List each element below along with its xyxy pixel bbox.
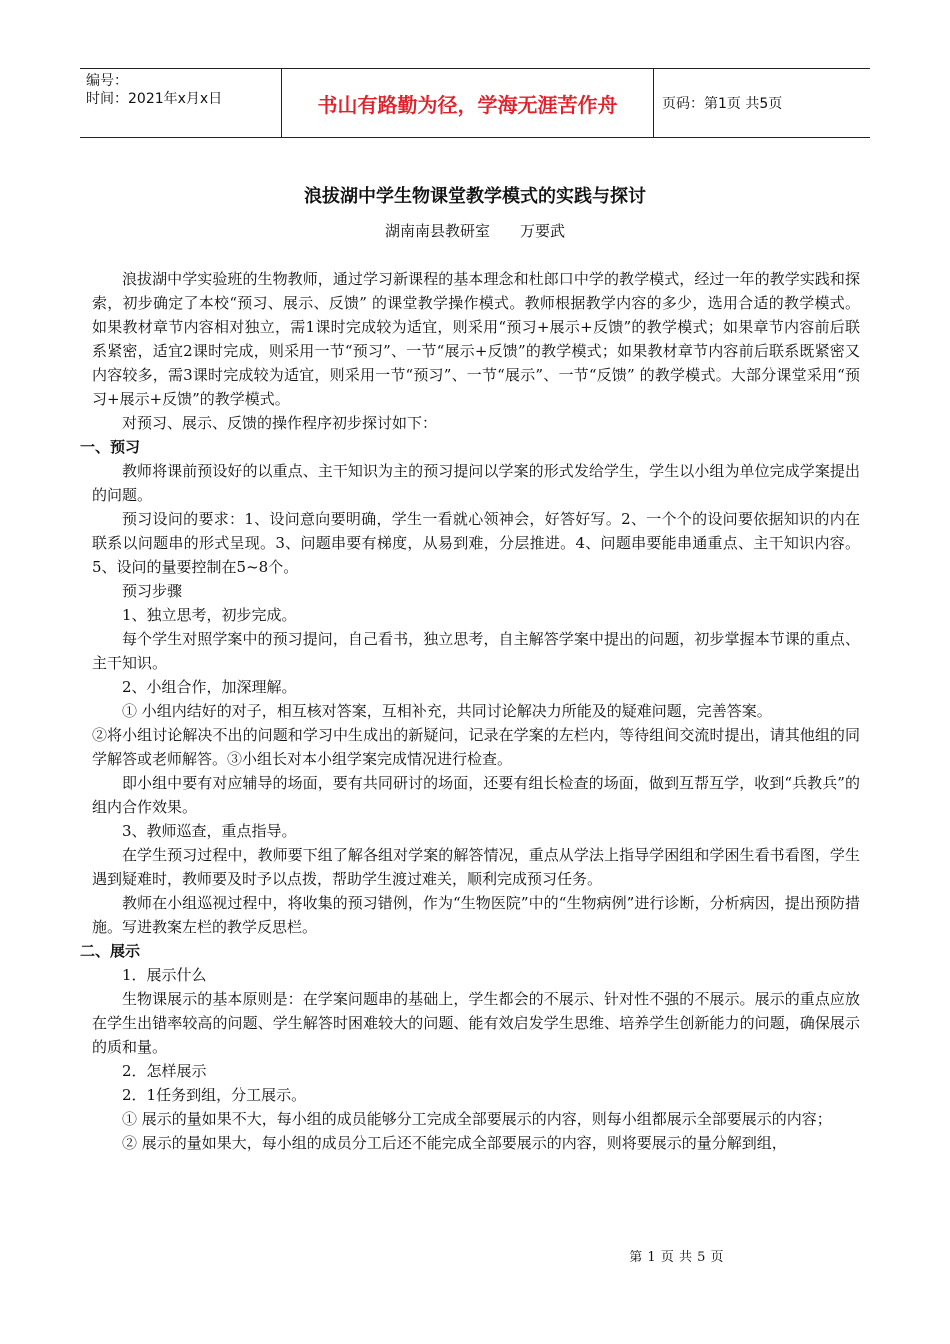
header-table <box>80 68 870 138</box>
doc-body <box>80 267 860 1155</box>
paragraph: 2、小组合作，加深理解。 <box>122 678 297 696</box>
paragraph: 教师在小组巡视过程中，将收集的预习错例，作为“生物医院”中的“生物病例”进行诊断，分析病因，提出预防措施。写进教案左栏的教学反思栏。 <box>92 894 860 936</box>
header-number: 编号： <box>86 73 128 89</box>
paragraph: 浪拔湖中学实验班的生物教师，通过学习新课程的基本理念和杜郎口中学的教学模式，经过一年的教学实践和探索，初步确定了本校“预习、展示、反馈” 的课堂教学操作模式。教师根据教学内容的多少，选用合适的教学模式。如果教材章节内容相对独立，需1课时完成较为适宜，则采用“预习+展示+反馈”的教学模式；如果章节内容前后联系紧密，适宜2课时完成，则采用一节“预习”、一节“展示+反馈”的教学模式；如果教材章节内容前后联系既紧密又内容较多，需3课时完成较为适宜，则采用一节“预习”、一节“展示”、一节“反馈” 的教学模式。大部分课堂采用“预习+展示+反馈”的教学模式。 <box>92 270 860 408</box>
header-motto: 书山有路勤为径，学海无涯苦作舟 <box>282 69 654 137</box>
paragraph: 1．展示什么 <box>122 966 207 984</box>
paragraph: ②将小组讨论解决不出的问题和学习中生成出的新疑问，记录在学案的左栏内，等待组间交流时提出，请其他组的同学解答或老师解答。③小组长对本小组学案完成情况进行检查。 <box>92 726 860 768</box>
paragraph: 3、教师巡查，重点指导。 <box>122 822 297 840</box>
paragraph: 即小组中要有对应辅导的场面，要有共同研讨的场面，还要有组长检查的场面，做到互帮互学，收到“兵教兵”的组内合作效果。 <box>92 774 860 816</box>
paragraph: 每个学生对照学案中的预习提问，自己看书，独立思考，自主解答学案中提出的问题，初步掌握本节课的重点、主干知识。 <box>92 630 860 672</box>
paragraph: ② 展示的量如果大，每小组的成员分工后还不能完成全部要展示的内容，则将要展示的量分解到组， <box>122 1134 787 1152</box>
section-heading: 一、预习 <box>80 438 141 456</box>
header-date: 时间：2021年x月x日 <box>86 91 223 107</box>
paragraph: ① 小组内结好的对子，相互核对答案，互相补充，共同讨论解决力所能及的疑难问题，完善答案。 <box>122 702 772 720</box>
paragraph: 在学生预习过程中，教师要下组了解各组对学案的解答情况，重点从学法上指导学困组和学困生看书看图，学生遇到疑难时，教师要及时予以点拨，帮助学生渡过难关，顺利完成预习任务。 <box>92 846 860 888</box>
paragraph: 生物课展示的基本原则是：在学案问题串的基础上，学生都会的不展示、针对性不强的不展示。展示的重点应放在学生出错率较高的问题、学生解答时困难较大的问题、能有效启发学生思维、培养学生创新能力的问题，确保展示的质和量。 <box>92 990 860 1056</box>
page-footer: 第 1 页 共 5 页 <box>629 1250 724 1265</box>
header-page-info: 页码：第1页 共5页 <box>662 96 783 112</box>
paragraph: 教师将课前预设好的以重点、主干知识为主的预习提问以学案的形式发给学生，学生以小组为单位完成学案提出的问题。 <box>92 462 860 504</box>
doc-org: 湖南南县教研室 <box>384 222 490 240</box>
doc-byline <box>0 220 950 241</box>
paragraph: 2．怎样展示 <box>122 1062 207 1080</box>
paragraph: ① 展示的量如果不大，每小组的成员能够分工完成全部要展示的内容，则每小组都展示全部要展示的内容； <box>122 1110 832 1128</box>
doc-title: 浪拔湖中学生物课堂教学模式的实践与探讨 <box>304 186 646 207</box>
paragraph: 预习设问的要求：1、设问意向要明确，学生一看就心领神会，好答好写。2、一个个的设问要依据知识的内在联系以问题串的形式呈现。3、问题串要有梯度，从易到难，分层推进。4、问题串要能串通重点、主干知识内容。5、设问的量要控制在5~8个。 <box>92 510 860 576</box>
paragraph: 对预习、展示、反馈的操作程序初步探讨如下： <box>122 414 438 432</box>
paragraph: 2．1任务到组，分工展示。 <box>122 1086 307 1104</box>
section-heading: 二、展示 <box>80 942 141 960</box>
paragraph: 预习步骤 <box>122 582 183 600</box>
header-meta <box>80 69 282 137</box>
doc-author: 万要武 <box>520 222 566 240</box>
paragraph: 1、独立思考，初步完成。 <box>122 606 297 624</box>
